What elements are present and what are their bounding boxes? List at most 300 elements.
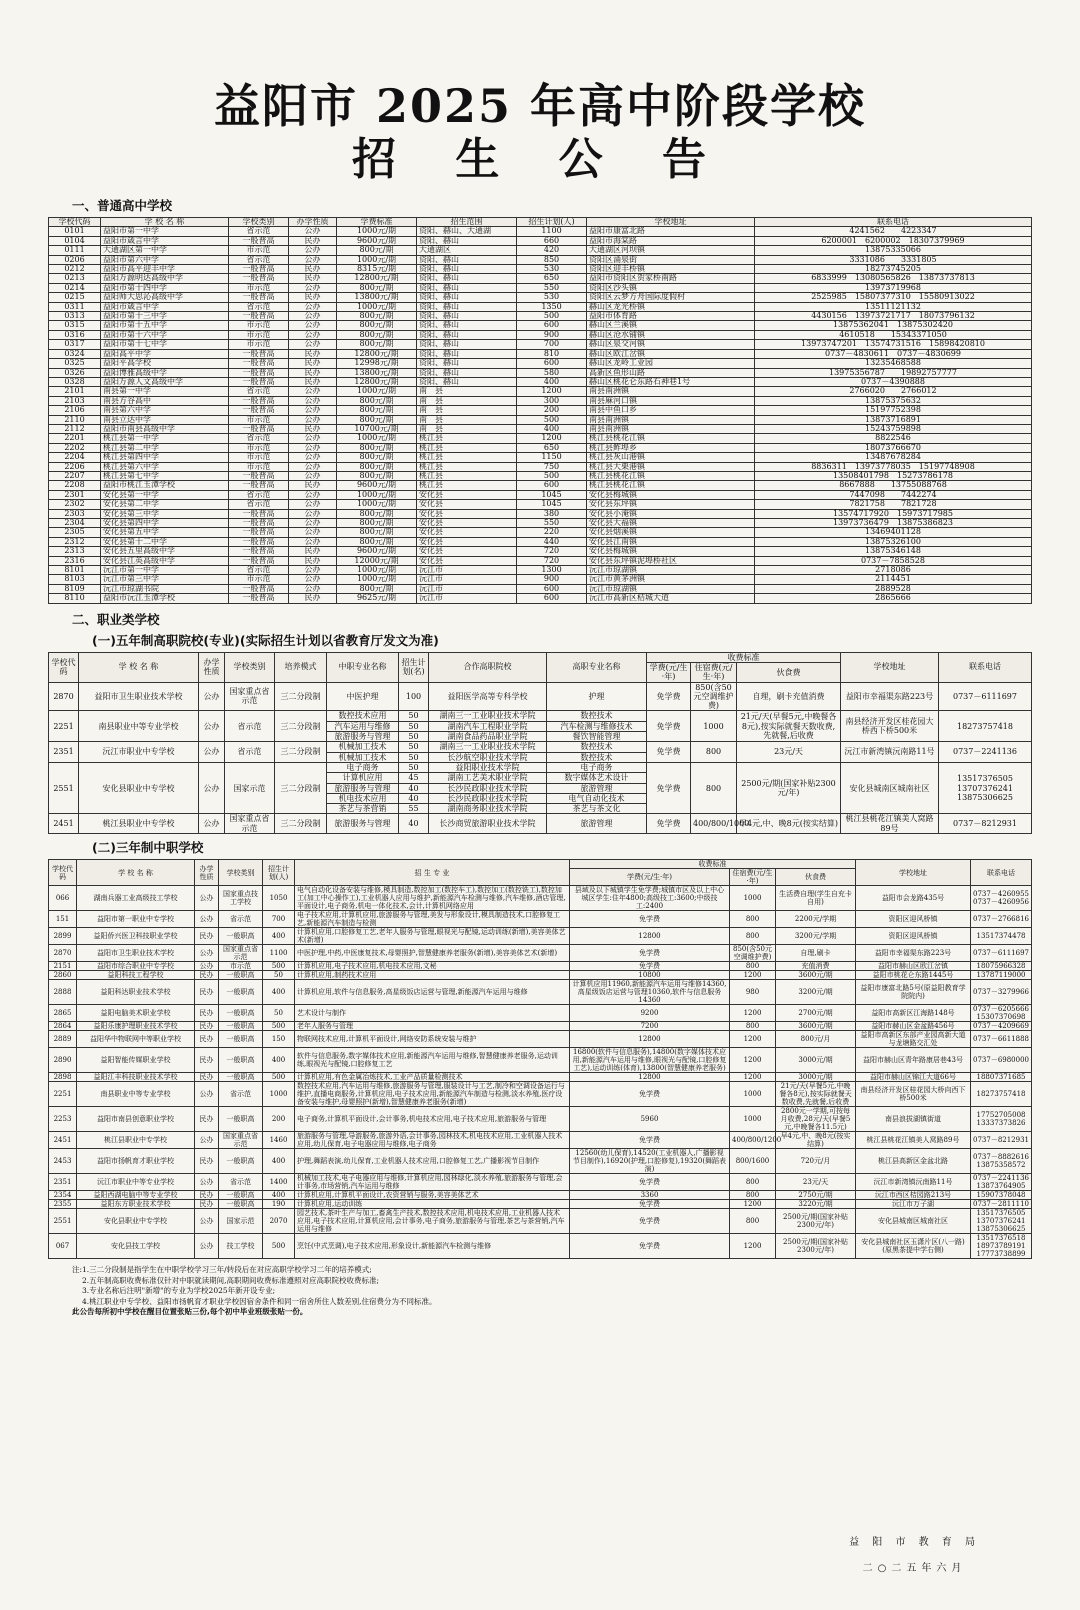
table-cell: 市示范 <box>229 246 289 255</box>
table-cell: 15907378048 <box>971 1191 1032 1200</box>
table-cell: 益阳师大思沁高级中学 <box>101 293 229 302</box>
table-cell: 2351 <box>49 1174 77 1191</box>
table-cell: 民办 <box>289 293 337 302</box>
table-cell: 资阳区迎风桥镇 <box>856 911 971 928</box>
table-cell: 700 <box>263 911 295 928</box>
table-cell: 2890 <box>49 1048 77 1073</box>
table-cell: 沅江市 <box>417 566 517 575</box>
table-cell: 南 县 <box>417 424 517 433</box>
enrollment-plan: 50 <box>399 732 429 742</box>
table-cell: 安化县 <box>417 490 517 499</box>
table-cell: 15197752398 <box>755 406 1032 415</box>
table-cell: 公办 <box>289 566 337 575</box>
table-cell: 3360 <box>570 1191 730 1200</box>
table-cell: 资阳、赫山 <box>417 321 517 330</box>
food-fee: 23元/天 <box>737 742 841 763</box>
school-address: 桃江县桃花江镇美人窝路89号 <box>841 814 939 834</box>
table-cell: 益阳市体育路 <box>587 312 755 321</box>
column-header: 招生计划(名) <box>399 652 429 682</box>
table-cell: 一般职高 <box>219 1149 263 1174</box>
table-cell: 一般普高 <box>229 406 289 415</box>
table-cell: 15243759898 <box>755 424 1032 433</box>
table-cell: 计算机应用,计算机平面设计,农资营销与服务,美容美体艺术 <box>295 1191 570 1200</box>
enrollment-plan: 55 <box>399 804 429 814</box>
table-cell: 0104 <box>49 236 101 245</box>
table-cell: 公办 <box>289 519 337 528</box>
table-cell: 2304 <box>49 519 101 528</box>
table-cell: 12800元/期 <box>337 274 417 283</box>
table-cell: 益阳市会龙路435号 <box>856 886 971 911</box>
partner-college: 长沙航空职业技术学院 <box>429 752 547 762</box>
table-cell: 一般普高 <box>229 312 289 321</box>
table-cell: 2500元/期(国家补贴2300元/年) <box>776 1234 856 1259</box>
school-name: 安化县职业中专学校 <box>79 762 199 813</box>
table-cell: 一般普高 <box>229 236 289 245</box>
table-cell: 赫山区龙岭工业园 <box>587 359 755 368</box>
table-row <box>49 1209 1032 1234</box>
note-line: 注:1.三二分段制是指学生在中职学校学习三年/转段后在对应高职学校学习二年的培养模式; <box>72 1265 372 1274</box>
table-cell: 沅江市琼湖镇 <box>587 566 755 575</box>
table-cell: 益阳市综合职业中专学校 <box>77 962 195 971</box>
table-cell: 13875335066 <box>755 246 1032 255</box>
major-name: 数控技术应用 <box>327 711 399 721</box>
table-cell: 800元/期 <box>337 246 417 255</box>
table-cell: 1000元/期 <box>337 434 417 443</box>
table-row <box>49 368 1032 377</box>
college-major: 护理 <box>547 682 647 711</box>
table-cell: 民办 <box>289 594 337 603</box>
table-cell: 0316 <box>49 330 101 339</box>
column-header: 联系电话 <box>971 860 1032 886</box>
table-cell: 1000元/期 <box>337 387 417 396</box>
table-cell: 12800 <box>570 1073 730 1082</box>
table-cell: 0737－6611888 <box>971 1031 1032 1048</box>
table-cell: 一般普高 <box>229 594 289 603</box>
table-cell: 13517376505 13707376241 13875306625 <box>971 1209 1032 1234</box>
column-header: 学校地址 <box>841 652 939 682</box>
table-cell: 3200元/学期 <box>776 928 856 945</box>
table-cell: 200 <box>263 1107 295 1132</box>
table-cell: 早4元,中、晚8元(按实结算) <box>776 1132 856 1149</box>
school-nature: 公办 <box>199 762 225 813</box>
table-cell: 益阳市第十六中学 <box>101 330 229 339</box>
table-cell: 安化县 <box>417 556 517 565</box>
table-cell: 安化县东坪镇 <box>587 500 755 509</box>
table-cell: 一般普高 <box>229 359 289 368</box>
table-cell: 13517374478 <box>971 928 1032 945</box>
section1-heading: 一、普通高中学校 <box>72 198 173 213</box>
table-cell: 资阳区云梦方舟国际度假村 <box>587 293 755 302</box>
table-cell: 护理,舞蹈表演,幼儿保育,工业机器人技术应用,口腔修复工艺,广播影视节目制作 <box>295 1149 570 1174</box>
table-cell: 省示范 <box>229 255 289 264</box>
table-cell: 0737－8882616 13875358572 <box>971 1149 1032 1174</box>
column-header: 学 校 名 称 <box>79 652 199 682</box>
table-cell: 公办 <box>289 462 337 471</box>
table-cell: 公办 <box>289 584 337 593</box>
table-cell: 电子商务,计算机平面设计,会计事务,机电技术应用,电子技术应用,旅游服务与管理 <box>295 1107 570 1132</box>
partner-college: 湖南三一工业职业技术学院 <box>429 711 547 721</box>
table-cell: 高新区鱼形山路 <box>587 368 755 377</box>
table-cell: 400 <box>263 1149 295 1174</box>
table-cell: 13875346148 <box>755 547 1032 556</box>
table-cell: 资阳、赫山 <box>417 312 517 321</box>
table-cell: 公办 <box>289 443 337 452</box>
table-cell: 益阳市南县高级中学 <box>101 424 229 433</box>
table-cell: 自理,刷卡 <box>776 945 856 962</box>
table-cell: 3331086 3331805 <box>755 255 1032 264</box>
table-cell: 800元/期 <box>337 396 417 405</box>
table-cell: 市示范 <box>219 962 263 971</box>
table-cell: 220 <box>517 528 587 537</box>
table-row <box>49 274 1032 283</box>
table-cell: 省示范 <box>229 566 289 575</box>
table-cell: 益阳科达职业技术学校 <box>77 980 195 1005</box>
table-cell: 13873716891 <box>755 415 1032 424</box>
table-cell: 2112 <box>49 424 101 433</box>
table-cell: 公办 <box>195 911 219 928</box>
table-cell: 市示范 <box>229 330 289 339</box>
table-cell: 南县立达中学 <box>101 415 229 424</box>
table-cell: 民办 <box>195 1073 219 1082</box>
table-cell: 公办 <box>289 490 337 499</box>
table-cell: 12000元/期 <box>337 556 417 565</box>
table-cell: 800 <box>730 928 776 945</box>
school-phone: 18273757418 <box>939 711 1032 742</box>
table-cell: 桃江县 <box>417 462 517 471</box>
table-cell: 21元/天(早餐5元,中晚餐各8元),按实际就餐天数收费,先就餐,后收费 <box>776 1082 856 1107</box>
college-major: 餐饮智能管理 <box>547 732 647 742</box>
table-cell: 沅江市 <box>417 594 517 603</box>
table-cell: 18273745205 <box>755 265 1032 274</box>
school-address: 南县经济开发区桂花园大桥西下桥500米 <box>841 711 939 742</box>
table-cell: 民办 <box>195 980 219 1005</box>
table-cell: 公办 <box>289 415 337 424</box>
table-cell: 2700元/期 <box>776 1005 856 1022</box>
table-cell: 公办 <box>289 500 337 509</box>
table-row <box>49 945 1032 962</box>
table-row <box>49 814 1032 834</box>
table-cell: 一般职高 <box>219 928 263 945</box>
table-cell: 桃江县第六中学 <box>101 462 229 471</box>
table-cell: 151 <box>49 911 77 928</box>
table-cell: 13469401128 <box>755 528 1032 537</box>
table-cell: 一般普高 <box>229 584 289 593</box>
table-cell: 资阳、赫山 <box>417 255 517 264</box>
table-cell: 电气自动化设备安装与维修,模具制造,数控加工(数控车工),数控加工(数控铣工),数控加工(加工中心操作工),工业机器人应用与维护,新能源汽车检测与维修,汽车维修,酒店管理,平面设计,电子商务,机电一体化技术,会计,计算机网络应用 <box>295 886 570 911</box>
partner-college: 湖南三一工业职业技术学院 <box>429 742 547 752</box>
table-cell: 一般职高 <box>219 1191 263 1200</box>
table-cell: 民办 <box>195 1048 219 1073</box>
column-header: 联系电话 <box>755 218 1032 227</box>
dorm-fee: 850(含50元空调维护费) <box>691 682 737 711</box>
table-cell: 安化县第三中学 <box>101 509 229 518</box>
table-cell: 公办 <box>289 396 337 405</box>
table-cell: 2354 <box>49 1191 77 1200</box>
school-nature: 公办 <box>199 814 225 834</box>
table-cell: 民办 <box>289 236 337 245</box>
table-cell: 计算机应用,有色金属冶炼技术,工业产品质量检测技术 <box>295 1073 570 1082</box>
table-cell: 民办 <box>289 424 337 433</box>
table-cell: 3220元/期 <box>776 1200 856 1209</box>
table-cell: 安化县第四中学 <box>101 519 229 528</box>
table-cell: 一般职高 <box>219 1022 263 1031</box>
table-cell: 安化县 <box>417 519 517 528</box>
table-cell: 600 <box>517 594 587 603</box>
column-header: 学费(元/生·年) <box>647 662 691 682</box>
table-cell: 500 <box>263 962 295 971</box>
table-cell: 1000元/期 <box>337 566 417 575</box>
table-cell: 沅江市新湾镇沅南路11号 <box>856 1174 971 1191</box>
table-cell: 桃江县 <box>417 434 517 443</box>
table-cell: 660 <box>517 236 587 245</box>
table-cell: 2151 <box>49 962 77 971</box>
school-type: 国家重点省示范 <box>225 682 275 711</box>
table-cell: 公办 <box>289 537 337 546</box>
table-cell: 800 <box>730 1022 776 1031</box>
table-cell: 省示范 <box>229 387 289 396</box>
table-cell: 850(含50元空调维护费) <box>730 945 776 962</box>
table-cell: 益阳市第六中学 <box>101 255 229 264</box>
table-cell: 湖南兵器工业高级技工学校 <box>77 886 195 911</box>
table-cell: 2070 <box>263 1209 295 1234</box>
table-cell: 资阳、赫山、大通湖 <box>417 227 517 236</box>
table-cell: 省示范 <box>229 490 289 499</box>
food-fee: 21元/天(早餐5元,中晚餐各8元),按实际就餐天数收费,先就餐,后收费 <box>737 711 841 742</box>
table-cell: 赫山区龙光桥镇 <box>587 302 755 311</box>
table-cell: 1100 <box>517 227 587 236</box>
college-major: 电子商务 <box>547 762 647 772</box>
table-cell: 益阳市桃花仑东路1445号 <box>856 971 971 980</box>
table-cell: 1000 <box>263 1082 295 1107</box>
table-cell: 民办 <box>195 1149 219 1174</box>
table-row <box>49 1234 1032 1259</box>
table-cell: 计算机应用,口腔修复工艺,老年人服务与管理,眼视光与配镜,运动训练(新增),美容美体艺术(新增) <box>295 928 570 945</box>
table-cell: 益阳市海棠路 <box>587 236 755 245</box>
table-cell: 省示范 <box>229 227 289 236</box>
table-row <box>49 928 1032 945</box>
table-cell: 一般职高 <box>219 1073 263 1082</box>
table-cell: 赫山区桃花仑东路石神巷1号 <box>587 377 755 386</box>
table-cell: 1000元/期 <box>337 490 417 499</box>
table-cell: 8101 <box>49 566 101 575</box>
school-name: 沅江市职业中专学校 <box>79 742 199 763</box>
table-cell: 省示范 <box>219 911 263 928</box>
column-header: 学校地址 <box>856 860 971 886</box>
table-cell: 沅江市万子湖 <box>856 1200 971 1209</box>
table-cell: 9600元/期 <box>337 481 417 490</box>
table-cell: 一般普高 <box>229 274 289 283</box>
table-cell: 18807371685 <box>971 1073 1032 1082</box>
table-cell: 民办 <box>289 359 337 368</box>
table-cell: 益阳乐康护理职业技术学校 <box>77 1022 195 1031</box>
table-cell: 12800 <box>570 1031 730 1048</box>
table-row <box>49 886 1032 911</box>
table-row <box>49 434 1032 443</box>
table-cell: 沅江市第三中学 <box>101 575 229 584</box>
table-row <box>49 1005 1032 1022</box>
table-cell: 300 <box>517 396 587 405</box>
table-cell: 0328 <box>49 377 101 386</box>
notes <box>72 1265 752 1318</box>
table-cell: 桃江县鲊埠乡 <box>587 443 755 452</box>
table-cell: 0324 <box>49 349 101 358</box>
table-cell: 资阳区迎丰桥镇 <box>587 265 755 274</box>
school-type: 省示范 <box>225 742 275 763</box>
college-major: 数字媒体艺术设计 <box>547 773 647 783</box>
school-name: 南县职业中等专业学校 <box>79 711 199 742</box>
table-cell: 益阳市南县创意职业学校 <box>77 1107 195 1132</box>
table-cell: 益阳侨兴医卫科技职业学校 <box>77 928 195 945</box>
column-header: 学费(元/生·年) <box>570 869 730 886</box>
table-cell: 50 <box>263 1005 295 1022</box>
school-code: 2870 <box>49 682 79 711</box>
table-cell: 一般职高 <box>219 1048 263 1073</box>
table-cell: 民办 <box>289 368 337 377</box>
major-name: 机电技术应用 <box>327 793 399 803</box>
table-cell: 益阳市桃江玉潭学校 <box>101 481 229 490</box>
table-cell: 700 <box>517 340 587 349</box>
enrollment-plan: 50 <box>399 752 429 762</box>
table-cell: 067 <box>49 1234 77 1259</box>
table-cell: 0111 <box>49 246 101 255</box>
column-header: 收费标准 <box>570 860 856 869</box>
table-cell: 益阳市资阳区贺家桥南路 <box>587 274 755 283</box>
table-cell: 益阳智能传媒职业学校 <box>77 1048 195 1073</box>
table-cell: 艺术设计与制作 <box>295 1005 570 1022</box>
column-header: 招 生 专 业 <box>295 860 570 886</box>
school-nature: 公办 <box>199 711 225 742</box>
table-row <box>49 1149 1032 1174</box>
table-row <box>49 1048 1032 1073</box>
column-header: 伙食费 <box>737 662 841 682</box>
table-cell: 2201 <box>49 434 101 443</box>
column-header: 学 校 名 称 <box>101 218 229 227</box>
table-cell: 资阳、赫山 <box>417 359 517 368</box>
table-cell: 沅江市第一中学 <box>101 566 229 575</box>
table-cell: 7447098 7442274 <box>755 490 1032 499</box>
table-cell: 2301 <box>49 490 101 499</box>
table-row <box>49 528 1032 537</box>
table-cell: 一般普高 <box>229 471 289 480</box>
enrollment-plan: 50 <box>399 742 429 752</box>
table-cell: 桃江县 <box>417 481 517 490</box>
table-cell: 数控技术应用,汽车运用与维修,旅游服务与管理,服装设计与工艺,制冷和空调设备运行与维护,直播电商服务,计算机应用,电子技术应用,新能源汽车制造与检测,淡水养殖,医疗设备安装与维护,母婴照护(新增),智慧健康养老服务(新增) <box>295 1082 570 1107</box>
table-cell: 资阳、赫山 <box>417 302 517 311</box>
header-row <box>49 860 1032 869</box>
partner-college: 长沙民政职业技术学院 <box>429 793 547 803</box>
table-cell: 市示范 <box>229 453 289 462</box>
table-cell: 安化县东坪镇泥埠桥社区 <box>587 556 755 565</box>
major-name: 机械加工技术 <box>327 742 399 752</box>
table-cell: 省示范 <box>229 500 289 509</box>
table-cell: 安化县城南社区玉潇片区(八一路)(原黑茶提中学右侧) <box>856 1234 971 1259</box>
column-header: 伙食费 <box>776 869 856 886</box>
table-cell: 公办 <box>289 302 337 311</box>
table-cell: 8103 <box>49 575 101 584</box>
table-cell: 2766020 2766012 <box>755 387 1032 396</box>
table-cell: 10700元/期 <box>337 424 417 433</box>
table-cell: 公办 <box>195 886 219 911</box>
college-major: 数控技术 <box>547 711 647 721</box>
table-cell: 市示范 <box>229 443 289 452</box>
table-cell: 12800元/期 <box>337 377 417 386</box>
note-line: 4.桃江职业中专学校、益阳市扬帆育才职业学校因宿舍条件和同一宿舍所住人数差别,住宿费分为不同标准。 <box>82 1296 437 1306</box>
table-cell: 资阳、赫山 <box>417 236 517 245</box>
table-cell: 益阳万源人文高级中学 <box>101 377 229 386</box>
school-type: 国家示范 <box>225 762 275 813</box>
table-cell: 8836311 13973778035 15197748908 <box>755 462 1032 471</box>
table-cell: 4430156 13973721717 18073796132 <box>755 312 1032 321</box>
table-cell: 市示范 <box>229 462 289 471</box>
table-cell: 安化县梅城镇 <box>587 490 755 499</box>
table-cell: 公办 <box>195 945 219 962</box>
table-cell: 1200 <box>517 434 587 443</box>
table-cell: 1000元/期 <box>337 302 417 311</box>
table-cell: 900 <box>517 330 587 339</box>
table-cell: 赫山区泉交河镇 <box>587 340 755 349</box>
training-mode: 三二分段制 <box>275 682 327 711</box>
table-cell: 桃江县第四中学 <box>101 453 229 462</box>
table-cell: 1000 <box>730 886 776 911</box>
table-row <box>49 980 1032 1005</box>
table-cell: 公办 <box>289 227 337 236</box>
table-cell: 800/1600 <box>730 1149 776 1174</box>
enrollment-plan: 40 <box>399 783 429 793</box>
table-cell: 13235468588 <box>755 359 1032 368</box>
tuition: 免学费 <box>647 814 691 834</box>
signature-date: 二○二五年六月 <box>862 1563 967 1574</box>
table-cell: 400/800/1200 <box>730 1132 776 1149</box>
table-cell: 安化县五里高级中学 <box>101 547 229 556</box>
table-cell: 安化县 <box>417 500 517 509</box>
table-cell: 1045 <box>517 500 587 509</box>
partner-college: 湖南食品药品职业学院 <box>429 732 547 742</box>
school-nature: 公办 <box>199 742 225 763</box>
table-cell: 0737－4260955 0737－4260956 <box>971 886 1032 911</box>
table-cell: 一般职高 <box>219 971 263 980</box>
table-cell: 0315 <box>49 321 101 330</box>
table-cell: 800 <box>730 1209 776 1234</box>
tuition: 免学费 <box>647 762 691 813</box>
table-cell: 7821758 7821728 <box>755 500 1032 509</box>
table-cell: 800 <box>730 911 776 928</box>
table-cell: 8315元/期 <box>337 265 417 274</box>
table-cell: 530 <box>517 293 587 302</box>
table-cell: 资阳、赫山 <box>417 330 517 339</box>
table-cell: 500 <box>263 1022 295 1031</box>
table-cell: 安化县第十二中学 <box>101 537 229 546</box>
table-row <box>49 500 1032 509</box>
table-cell: 民办 <box>195 1022 219 1031</box>
table-cell: 0326 <box>49 368 101 377</box>
dorm-fee: 800 <box>691 762 737 813</box>
table-cell: 公办 <box>289 509 337 518</box>
table-cell: 资阳区迎风桥镇 <box>856 928 971 945</box>
table-cell: 2208 <box>49 481 101 490</box>
table-cell: 9625元/期 <box>337 594 417 603</box>
table-cell: 720 <box>517 556 587 565</box>
table-cell: 公办 <box>289 321 337 330</box>
table-cell: 13800元/期 <box>337 368 417 377</box>
table-cell: 物联网技术应用,计算机平面设计,网络安防系统安装与维护 <box>295 1031 570 1048</box>
table-cell: 800元/期 <box>337 312 417 321</box>
table-cell: 桃江县桃花江镇 <box>587 481 755 490</box>
table-cell: 计算机应用,制药技术应用 <box>295 971 570 980</box>
school-type: 省示范 <box>225 711 275 742</box>
table-row <box>49 762 1032 772</box>
table-cell: 0212 <box>49 265 101 274</box>
table-cell: 资阳、赫山 <box>417 340 517 349</box>
